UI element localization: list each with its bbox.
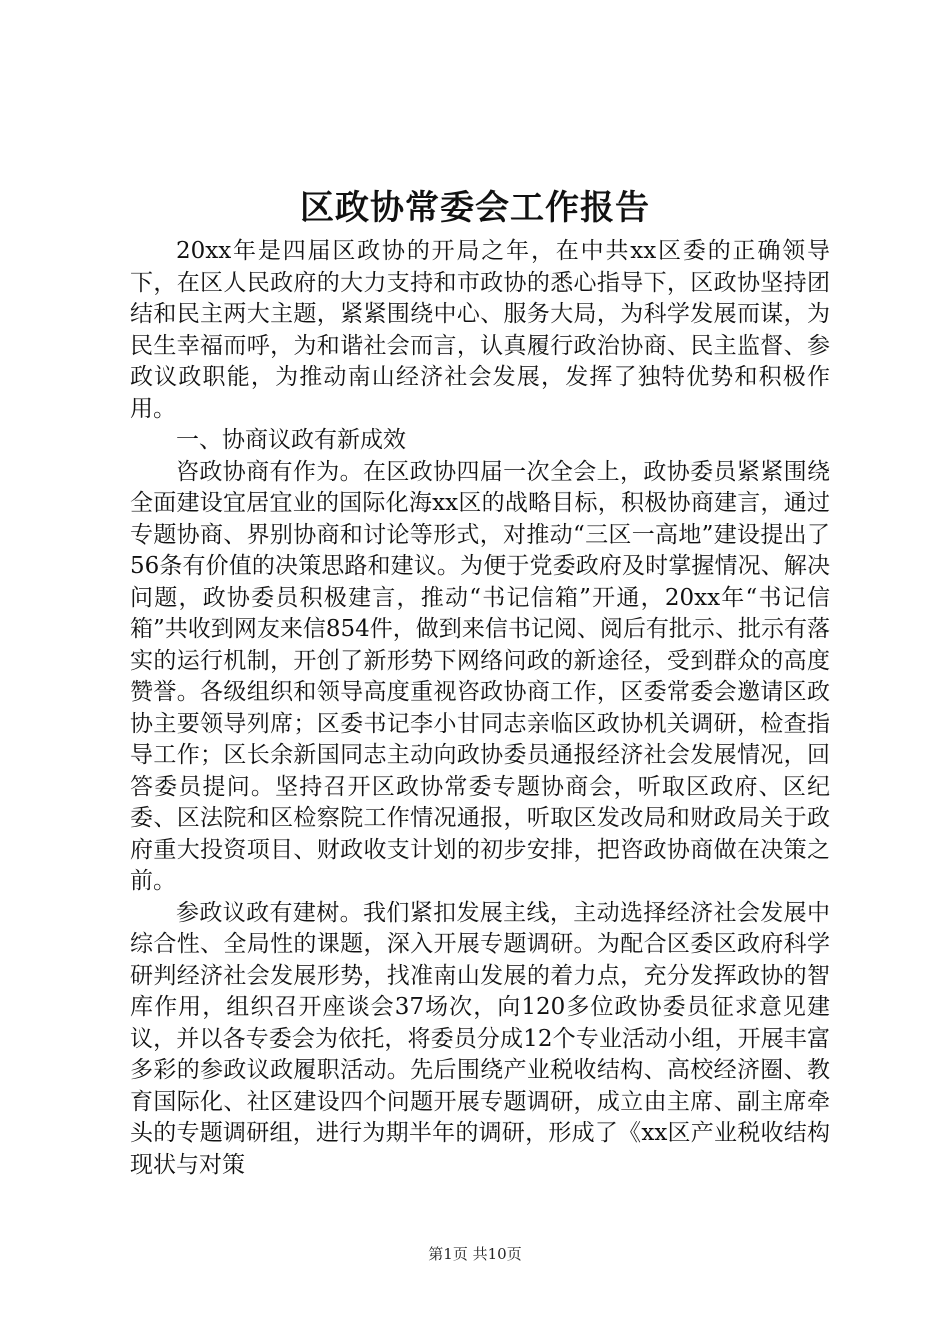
intro-paragraph: 20xx年是四届区政协的开局之年，在中共xx区委的正确领导下，在区人民政府的大力支持和市政协的悉心指导下，区政协坚持团结和民主两大主题，紧紧围绕中心、服务大局，为科学发展而谋，为民生幸福而呼，为和谐社会而言，认真履行政治协商、民主监督、参政议政职能，为推动南山经济社会发展，发挥了独特优势和积极作用。 <box>130 238 830 422</box>
section-heading: 一、协商议政有新成效 <box>176 427 406 453</box>
document-title: 区政协常委会工作报告 <box>300 188 650 228</box>
consultation-paragraph: 咨政协商有作为。在区政协四届一次全会上，政协委员紧紧围绕全面建设宜居宜业的国际化海xx区的战略目标，积极协商建言，通过专题协商、界别协商和讨论等形式，对推动“三区一高地”建设提出了56条有价值的决策思路和建议。为便于党委政府及时掌握情况、解决问题，政协委员积极建言，推动“书记信箱”开通，20xx年“书记信箱”共收到网友来信854件，做到来信书记阅、阅后有批示、批示有落实的运行机制，开创了新形势下网络问政的新途径，受到群众的高度赞誉。各级组织和领导高度重视咨政协商工作，区委常委会邀请区政协主要领导列席；区委书记李小甘同志亲临区政协机关调研，检查指导工作；区长余新国同志主动向政协委员通报经济社会发展情况，回答委员提问。坚持召开区政协常委专题协商会，听取区政府、区纪委、区法院和区检察院工作情况通报，听取区发改局和财政局关于政府重大投资项目、财政收支计划的初步安排，把咨政协商做在决策之前。 <box>130 458 830 894</box>
document-body <box>130 236 830 1181</box>
participation-paragraph: 参政议政有建树。我们紧扣发展主线，主动选择经济社会发展中综合性、全局性的课题，深入开展专题调研。为配合区委区政府科学研判经济社会发展形势，找准南山发展的着力点，充分发挥政协的智库作用，组织召开座谈会37场次，向120多位政协委员征求意见建议，并以各专委会为依托，将委员分成12个专业活动小组，开展丰富多彩的参政议政履职活动。先后围绕产业税收结构、高校经济圈、教育国际化、社区建设四个问题开展专题调研，成立由主席、副主席牵头的专题调研组，进行为期半年的调研，形成了《xx区产业税收结构现状与对策 <box>130 899 830 1178</box>
page-number-footer: 第1页 共10页 <box>428 1245 522 1263</box>
